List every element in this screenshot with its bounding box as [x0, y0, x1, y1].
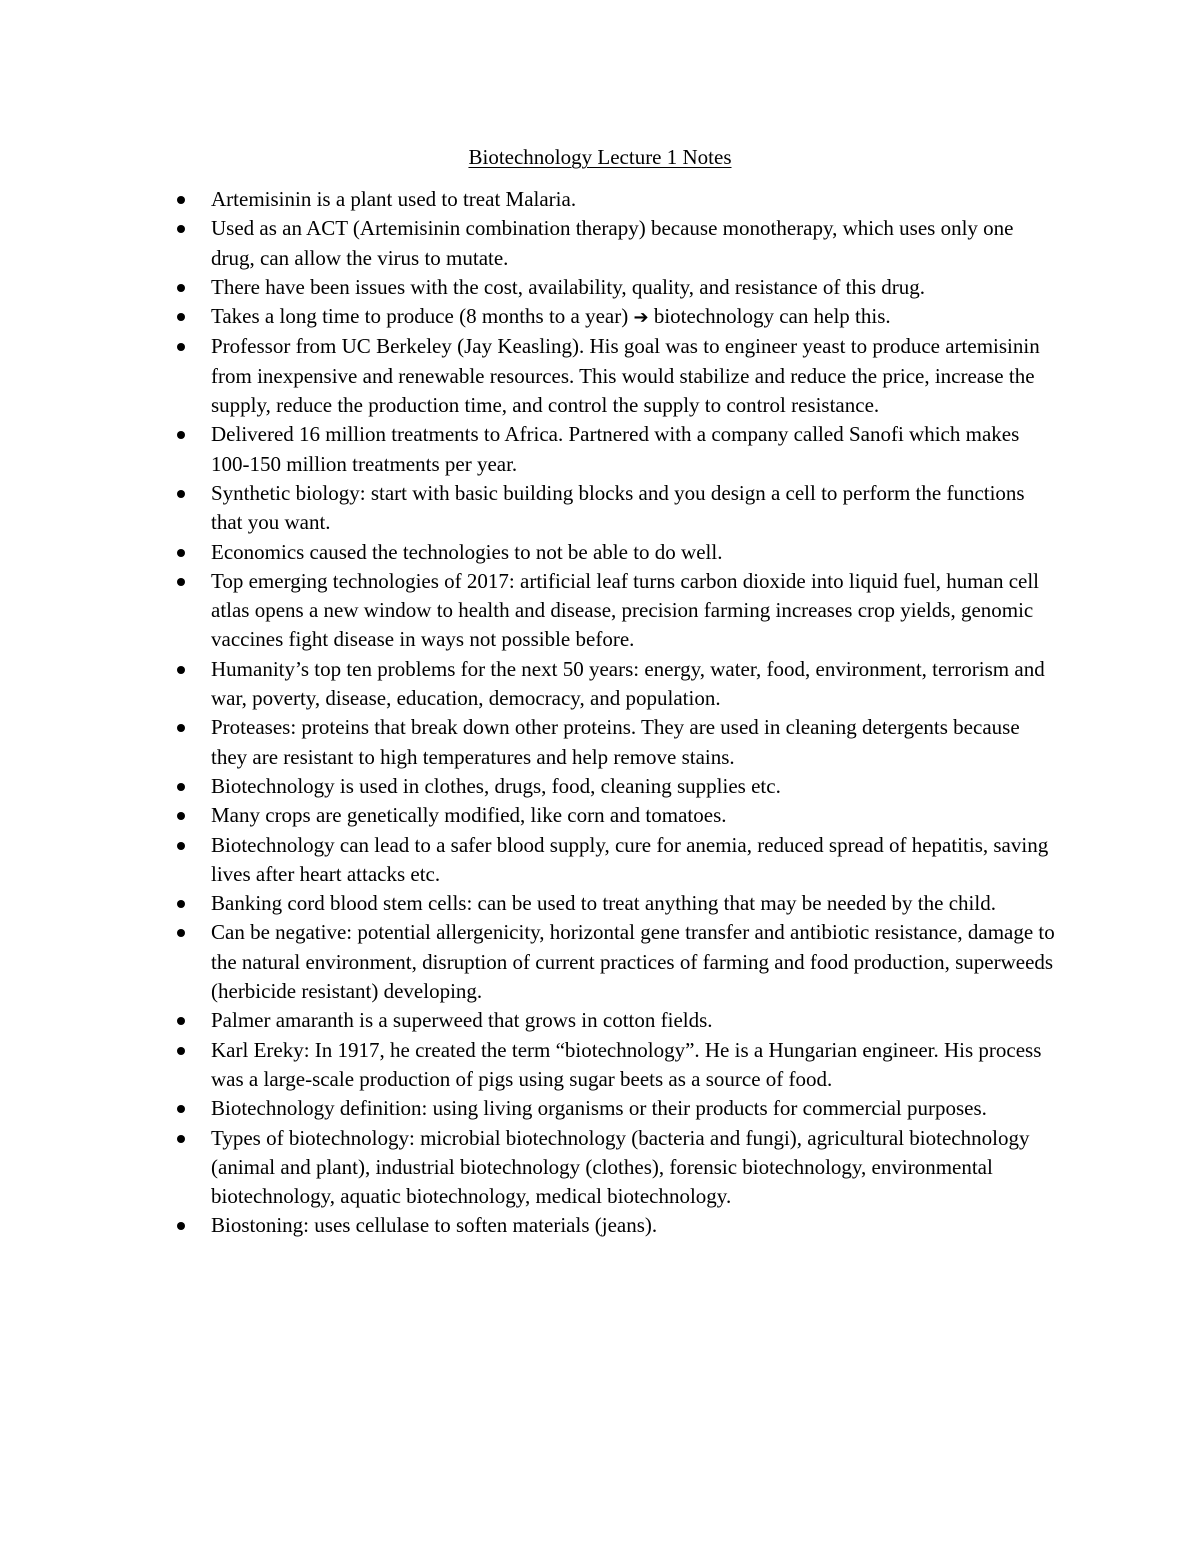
- list-item: [211, 1006, 1061, 1035]
- list-item-text: Artemisinin is a plant used to treat Malaria.: [211, 187, 577, 211]
- bullet-icon: [177, 812, 185, 820]
- list-item-text: Banking cord blood stem cells: can be used to treat anything that may be needed by the child.: [211, 891, 996, 916]
- arrow-right-icon: ➔: [633, 307, 649, 329]
- bullet-icon: [177, 578, 185, 586]
- notes-list: [211, 185, 1061, 1241]
- list-item: [211, 1211, 1061, 1240]
- list-item-text: Professor from UC Berkeley (Jay Keasling). His goal was to engineer yeast to produce artemisinin from inexpensive and renewable resources. This would stabilize and reduce the price, increase the supply, reduce the production time, and control the supply to control resistance.: [211, 334, 1040, 418]
- list-item-text-prefix: Takes a long time to produce (8 months to a year): [211, 304, 629, 329]
- bullet-icon: [177, 1135, 185, 1143]
- list-item: [211, 567, 1061, 655]
- list-item: [211, 273, 1061, 302]
- list-item-text: Delivered 16 million treatments to Africa. Partnered with a company called Sanofi which makes 100-150 million treatments per year.: [211, 422, 1020, 476]
- bullet-icon: [177, 1222, 185, 1230]
- bullet-icon: [177, 842, 185, 850]
- bullet-icon: [177, 284, 185, 292]
- list-item-text: Karl Ereky: In 1917, he created the term “biotechnology”. He is a Hungarian engineer. His process was a large-scale production of pigs using sugar beets as a source of food.: [211, 1037, 1042, 1091]
- list-item: [211, 831, 1061, 890]
- list-item-text: Economics caused the technologies to not be able to do well.: [211, 539, 723, 564]
- list-item: [211, 655, 1061, 714]
- list-item-text: Used as an ACT (Artemisinin combination therapy) because monotherapy, which uses only one drug, can allow the virus to mutate.: [211, 216, 1014, 270]
- bullet-icon: [177, 666, 185, 674]
- bullet-icon: [177, 313, 185, 321]
- list-item: [211, 713, 1061, 772]
- list-item: [211, 889, 1061, 918]
- list-item-text: Types of biotechnology: microbial biotechnology (bacteria and fungi), agricultural biotechnology (animal and plant), industrial biotechnology (clothes), forensic biotechnology, environmental biotechnology, aquatic biotechnology, medical biotechnology.: [211, 1125, 1030, 1209]
- bullet-icon: [177, 929, 185, 937]
- list-item: [211, 479, 1061, 538]
- page-title: Biotechnology Lecture 1 Notes: [468, 145, 732, 169]
- list-item: [211, 214, 1061, 273]
- list-item-text: There have been issues with the cost, availability, quality, and resistance of this drug.: [211, 274, 925, 299]
- list-item: [211, 332, 1061, 420]
- list-item-text: Proteases: proteins that break down other proteins. They are used in cleaning detergents because they are resistant to high temperatures and help remove stains.: [211, 715, 1020, 769]
- bullet-icon: [177, 343, 185, 351]
- bullet-icon: [177, 1017, 185, 1025]
- bullet-icon: [177, 431, 185, 439]
- bullet-icon: [177, 724, 185, 732]
- list-item: [211, 1094, 1061, 1123]
- list-item: [211, 420, 1061, 479]
- bullet-icon: [177, 196, 185, 204]
- list-item-text: Top emerging technologies of 2017: artificial leaf turns carbon dioxide into liquid fuel, human cell atlas opens a new window to health and disease, precision farming increases crop yields, genomic vaccines fight disease in ways not possible before.: [211, 568, 1040, 652]
- list-item-text: biotechnology can help this.: [653, 304, 891, 329]
- list-item: [211, 538, 1061, 567]
- bullet-icon: [177, 225, 185, 233]
- list-item-text: Synthetic biology: start with basic building blocks and you design a cell to perform the functions that you want.: [211, 480, 1025, 535]
- list-item: [211, 185, 1061, 214]
- list-item: [211, 1124, 1061, 1212]
- bullet-icon: [177, 1105, 185, 1113]
- bullet-icon: [177, 549, 185, 557]
- list-item: [211, 302, 1061, 332]
- list-item: [211, 801, 1061, 830]
- list-item: [211, 918, 1061, 1006]
- list-item-text: Biotechnology is used in clothes, drugs, food, cleaning supplies etc.: [211, 773, 781, 798]
- list-item: [211, 772, 1061, 801]
- bullet-icon: [177, 783, 185, 791]
- list-item: [211, 1036, 1061, 1095]
- list-item-text: Palmer amaranth is a superweed that grows in cotton fields.: [211, 1008, 713, 1033]
- list-item-text: Biotechnology definition: using living organisms or their products for commercial purposes.: [211, 1096, 987, 1121]
- bullet-icon: [177, 490, 185, 498]
- list-item-text: Many crops are genetically modified, like corn and tomatoes.: [211, 803, 727, 828]
- list-item-text: Biotechnology can lead to a safer blood supply, cure for anemia, reduced spread of hepatitis, saving lives after heart attacks etc.: [211, 832, 1049, 886]
- bullet-icon: [177, 1047, 185, 1055]
- bullet-icon: [177, 900, 185, 908]
- list-item-text: Biostoning: uses cellulase to soften materials (jeans).: [211, 1213, 658, 1238]
- list-item-text: Humanity’s top ten problems for the next 50 years: energy, water, food, environment, terrorism and war, poverty, disease, education, democracy, and population.: [211, 656, 1045, 711]
- list-item-text: Can be negative: potential allergenicity, horizontal gene transfer and antibiotic resistance, damage to the natural environment, disruption of current practices of farming and food production, superweeds (herbicide resistant) developing.: [211, 920, 1055, 1004]
